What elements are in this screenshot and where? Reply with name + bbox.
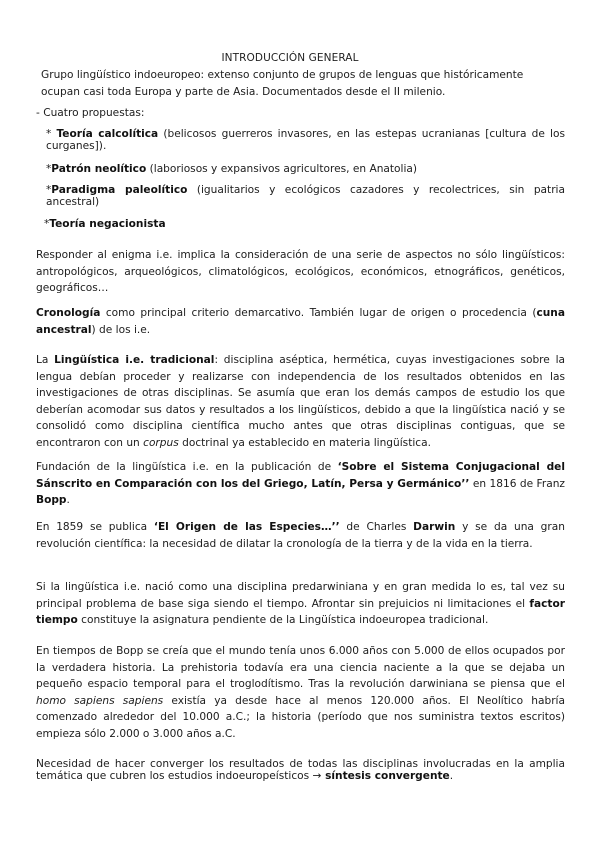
italic-term: homo sapiens sapiens (36, 694, 164, 707)
text-run: . (66, 494, 70, 506)
proposal-name: Teoría negacionista (49, 218, 166, 230)
proposal-item-paleolitico (46, 184, 565, 208)
text-run: En tiempos de Bopp se creía que el mundo tenía unos 6.000 años con 5.000 de ellos ocupados por la verdadera historia. La prehistoria todavía era una ciencia naciente a la que se dejaba un pequeño espacio temporal para el troglodítismo. Tras la revolución darwiniana se piensa que el (36, 645, 565, 690)
text-run: en 1816 de Franz (469, 477, 565, 490)
bold-term: Darwin (413, 521, 456, 533)
paragraph-enigma: Responder al enigma i.e. implica la consideración de una serie de aspectos no sólo lingüísticos: antropológicos, arqueológicos, climatológicos, ecológicos, económicos, etnográficos, genéticos, geográficos… (36, 249, 565, 294)
bold-term: Bopp (36, 494, 67, 506)
bold-book-title: ‘El Origen de las Especies…’’ (153, 521, 340, 533)
text-run: Necesidad de hacer converger los resultados de todas las disciplinas involucradas en la amplia temática que cubren los estudios indoeuropeísticos (36, 758, 565, 782)
proposal-name: Teoría calcolítica (56, 128, 159, 140)
proposal-item-neolitico (46, 163, 565, 175)
text-run: En 1859 se publica (36, 521, 154, 533)
paragraph-darwin (36, 519, 565, 552)
paragraph-sintesis (36, 758, 565, 782)
text-run: Fundación de la lingüística i.e. en la publicación de (36, 461, 338, 473)
bold-term: factor tiempo (36, 597, 565, 626)
paragraph-factor-tiempo (36, 579, 565, 629)
arrow-right-icon: → (312, 770, 322, 782)
proposals-heading: - Cuatro propuestas: (36, 107, 145, 119)
text-run: La (36, 354, 55, 366)
bullet-prefix: * (46, 184, 52, 196)
text-run: Si la lingüística i.e. nació como una disciplina predarwiniana y en gran medida lo es, tal vez su principal problema de base siga siendo el tiempo. Afrontar sin prejuicios ni limitaciones el (36, 581, 565, 610)
proposal-item-calcolitica (46, 128, 565, 152)
bullet-prefix: * (46, 163, 52, 175)
bold-term: cuna ancestral (36, 307, 565, 336)
proposal-description: (laboriosos y expansivos agricultores, en Anatolia) (146, 163, 418, 175)
page-title: INTRODUCCIÓN GENERAL (221, 52, 359, 64)
bold-term: Lingüística i.e. tradicional (54, 354, 215, 366)
text-run: doctrinal ya establecido en materia lingüística. (178, 436, 431, 449)
text-run: ) de los i.e. (91, 323, 151, 336)
proposal-name: Paradigma paleolítico (51, 184, 188, 196)
proposal-description: (igualitarios y ecológicos cazadores y recolectrices, sin patria ancestral) (46, 184, 565, 208)
bold-book-title: ‘Sobre el Sistema Conjugacional del Sánscrito en Comparación con los del Griego, Latín, Persa y Germánico’’ (36, 461, 565, 490)
proposal-name: Patrón neolítico (51, 163, 147, 175)
intro-paragraph: Grupo lingüístico indoeuropeo: extenso conjunto de grupos de lenguas que históricamente ocupan casi toda Europa y parte de Asia. Documentados desde el II milenio. (41, 69, 524, 98)
text-run: de Charles (339, 521, 414, 533)
paragraph-cronologia (36, 305, 565, 338)
text-run: : disciplina aséptica, hermética, cuyas investigaciones sobre la lengua debían proceder y realizarse con independencia de los resultados obtenidos en las investigaciones de otras disciplinas. Se asumía que eran los demás campos de estudio los que deberían acomodar sus datos y resultados a los lingüísticos, debido a que la lingüística nació y se consolidó como disciplina científica mucho antes que otras disciplinas contiguas, que se encontraron con un (36, 354, 566, 449)
paragraph-fundacion (36, 459, 565, 509)
proposal-description: (belicosos guerreros invasores, en las estepas ucranianas [cultura de los curganes]). (46, 128, 565, 152)
proposal-item-negacionista (44, 218, 563, 230)
paragraph-linguistica-tradicional (36, 352, 565, 451)
text-run: existía ya desde hace al menos 120.000 años. El Neolítico habría comenzado alrededor del 10.000 a.C.; la historia (período que nos suministra textos escritos) empieza sólo 2.000 o 3.000 años a.C. (36, 694, 565, 740)
italic-term: corpus (143, 436, 179, 449)
text-run: . (449, 770, 454, 782)
text-run: como principal criterio demarcativo. También lugar de origen o procedencia ( (100, 307, 537, 319)
bold-term: Cronología (36, 307, 101, 319)
text-run: constituye la asignatura pendiente de la Lingüística indoeuropea tradicional. (77, 614, 489, 626)
bold-term: síntesis convergente (321, 770, 450, 782)
bullet-prefix: * (44, 218, 50, 230)
bullet-prefix: * (46, 128, 57, 140)
paragraph-tiempos-bopp (36, 643, 565, 742)
text-run: y se da una gran revolución científica: la necesidad de dilatar la cronología de la tierra y de la vida en la tierra. (36, 521, 565, 550)
